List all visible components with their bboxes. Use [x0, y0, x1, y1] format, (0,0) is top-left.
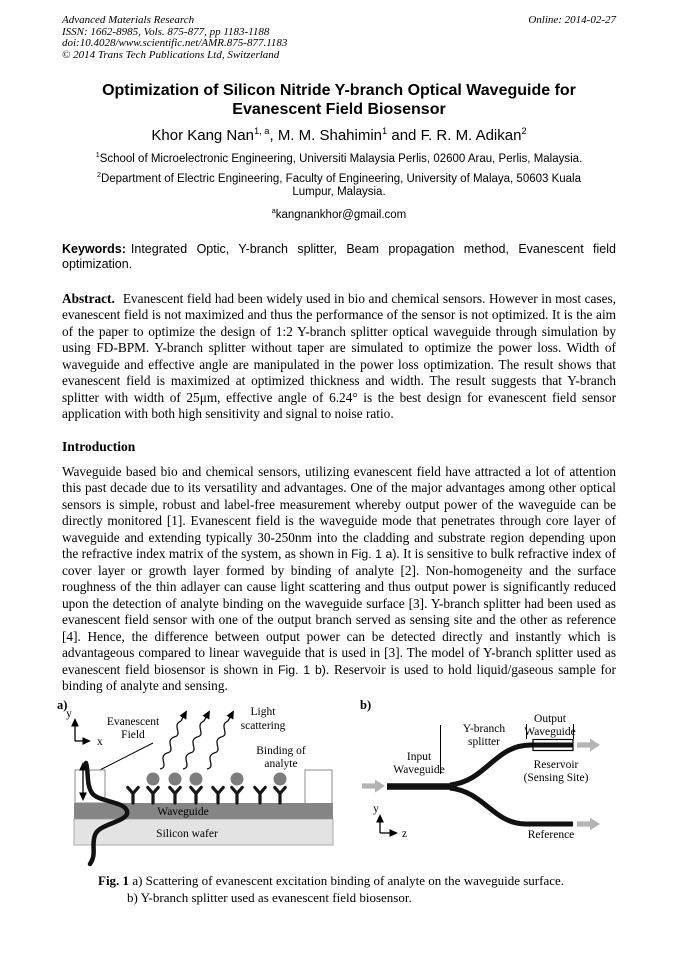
- journal-info: [62, 15, 287, 61]
- antibody-icon: [232, 787, 242, 803]
- antibody-icon: [275, 787, 285, 803]
- introduction-heading: Introduction: [62, 438, 136, 454]
- issn-line: ISSN: 1662-8985, Vols. 875-877, pp 1183-1188: [62, 25, 270, 38]
- y-axis-label-b: y: [373, 802, 379, 815]
- doi-line: doi:10.4028/www.scientific.net/AMR.875-877.1183: [62, 37, 288, 50]
- reference-light-arrow-icon: [577, 817, 600, 830]
- author-2-sup: 1: [382, 126, 388, 137]
- introduction-text-1: Waveguide based bio and chemical sensors, utilizing evanescent field have attracted a lot of attention this past decade due to its versatility and advantages. One of the major advantages among other optical sensors is simple, robust and label-free measurement whereby output power of the waveguide can be directly monitored [1]. Evanescent field is the waveguide mode that penetrates through core layer of waveguide and extending typically 30-250nm into the cladding and substrate region depending upon the refractive index matrix of the system, as shown in: [62, 463, 616, 562]
- introduction-paragraph: [62, 464, 616, 695]
- ybranch-splitter-label: splitter: [468, 735, 500, 748]
- affiliation-2-text: Department of Electric Engineering, Faculty of Engineering, University of Malaya, 50603 Kuala Lumpur, Malaysia.: [100, 172, 582, 199]
- paper-title: [62, 81, 616, 119]
- affiliation-1: [62, 153, 616, 167]
- author-1: Khor Kang Nan: [151, 127, 254, 145]
- paper-title-line1: Optimization of Silicon Nitride Y-branch Optical Waveguide for: [102, 82, 576, 100]
- author-3-sup: 2: [521, 126, 527, 137]
- light-scattering-wave-icon: [160, 712, 186, 769]
- waveguide-layer-label: Waveguide: [157, 805, 209, 818]
- affiliation-1-sup: 1: [95, 151, 100, 160]
- affiliation-2: [75, 173, 603, 200]
- panel-b-label: b): [360, 697, 372, 712]
- analyte-circle: [147, 772, 160, 785]
- analyte-circle: [274, 772, 287, 785]
- figure-caption-text-a: a) Scattering of evanescent excitation binding of analyte on the waveguide surface.: [129, 872, 565, 888]
- y-axis-label: y: [66, 707, 72, 720]
- lower-branch-line: [450, 788, 573, 824]
- abstract-text: Evanescent field had been widely used in bio and chemical sensors. However in most cases, evanescent field is not maximized and thus the performance of the sensor is not optimized. It is the aim of the paper to optimize the design of 1:2 Y-branch splitter optical waveguide through simulation by using FD-BPM. Y-branch splitter without taper are simulated to optimize the power loss. Width of waveguide and effective angle are manipulated in the power loss optimization. The result shows that evanescent field is maximized at optimized thickness and width. The result suggests that Y-branch splitter with width of 25μm, effective angle of 6.24° is the best design for evanescent field sensor application with both high sensitivity and signal to noise ratio.: [62, 290, 616, 422]
- antibody-icon: [213, 787, 223, 803]
- email-text: kangnankhor@gmail.com: [275, 208, 407, 221]
- output-light-arrow-icon: [577, 738, 600, 751]
- silicon-wafer-label: Silicon wafer: [156, 827, 218, 840]
- reservoir-label: Reservoir: [533, 758, 579, 771]
- z-axis-label-b: z: [402, 827, 408, 840]
- figure-1: [0, 695, 678, 870]
- antibody-icon: [191, 787, 201, 803]
- figure-caption-number: Fig. 1: [98, 872, 130, 888]
- light-scattering-wave-icon: [207, 712, 233, 769]
- input-waveguide-label: Waveguide: [393, 763, 445, 776]
- figure-reference-a: Fig. 1 a): [351, 547, 397, 562]
- paper-title-line2: Evanescent Field Biosensor: [232, 101, 446, 119]
- antibody-icon: [170, 787, 180, 803]
- light-scattering-wave-icon: [183, 712, 209, 769]
- introduction-text-2: . It is sensitive to bulk refractive index of cover layer or growth layer formed by binding of analyte [2]. Non-homogeneity and the surface roughness of the thin adlayer can cause light scattering and thus output power is significantly reduced upon the detection of analyte binding on the waveguide surface [3]. Y-branch splitter had been used as evanescent field sensor with one of the output branch served as sensing site and the other as reference [4]. Hence, the difference between output power can be detected directly and instantly which is advantageous compared to linear waveguide that is used in [3]. The model of Y-branch splitter used as evanescent field biosensor is shown in: [62, 546, 616, 677]
- figure-reference-b: Fig. 1 b): [277, 662, 326, 677]
- reservoir-label: (Sensing Site): [523, 771, 589, 784]
- email-line: [62, 209, 616, 221]
- abstract-block: [62, 291, 616, 423]
- author-1-sup: 1, a: [253, 126, 270, 137]
- authors-line: [62, 127, 616, 145]
- antibody-icon: [148, 787, 158, 803]
- abstract-label: Abstract.: [62, 290, 115, 306]
- email-sup: a: [271, 207, 276, 216]
- evanescent-field-label: Evanescent: [106, 715, 160, 728]
- author-separator: and: [387, 127, 421, 145]
- binding-analyte-label: Binding of: [256, 744, 306, 757]
- antibody-icon: [255, 787, 265, 803]
- author-separator: ,: [269, 127, 278, 145]
- affiliation-2-sup: 2: [96, 171, 101, 180]
- author-3: F. R. M. Adikan: [420, 127, 522, 145]
- figure-caption-line2: b) Y-branch splitter used as evanescent field biosensor.: [127, 889, 412, 905]
- figure-caption: [62, 872, 616, 906]
- cladding-box-right: [305, 770, 332, 804]
- output-waveguide-label: Output: [534, 712, 566, 725]
- author-2: M. M. Shahimin: [277, 127, 383, 145]
- copyright-line: © 2014 Trans Tech Publications Ltd, Switzerland: [62, 48, 280, 61]
- page-header: [62, 15, 616, 61]
- journal-title: Advanced Materials Research: [62, 14, 195, 26]
- ybranch-splitter-label: Y-branch: [462, 722, 506, 735]
- analyte-circle: [190, 772, 203, 785]
- antibody-icon: [128, 787, 138, 803]
- panel-a-label: a): [57, 697, 68, 712]
- figure-caption-line1: [62, 872, 616, 889]
- analyte-circle: [231, 772, 244, 785]
- analyte-circle: [169, 772, 182, 785]
- binding-analyte-label: analyte: [264, 757, 298, 770]
- input-light-arrow-icon: [362, 779, 385, 792]
- keywords-label: Keywords:: [62, 241, 126, 256]
- output-waveguide-label: Waveguide: [524, 725, 576, 738]
- online-date: Online: 2014-02-27: [528, 14, 616, 26]
- keywords-block: [62, 242, 616, 273]
- input-waveguide-label: Input: [406, 750, 432, 763]
- introduction-text-3: . Reservoir is used to hold liquid/gaseous sample for binding of analyte and sensing.: [62, 661, 616, 694]
- figure-1-svg: [0, 695, 678, 870]
- light-scattering-label: Light: [250, 705, 276, 718]
- keywords-text: Integrated Optic, Y-branch splitter, Beam propagation method, Evanescent field optimization.: [62, 241, 616, 272]
- reference-label: Reference: [527, 828, 575, 841]
- affiliation-1-text: School of Microelectronic Engineering, Universiti Malaysia Perlis, 02600 Arau, Perlis, Malaysia.: [99, 153, 583, 166]
- x-axis-label: x: [97, 735, 103, 748]
- evanescent-field-label: Field: [121, 728, 145, 741]
- light-scattering-label: scattering: [240, 719, 286, 732]
